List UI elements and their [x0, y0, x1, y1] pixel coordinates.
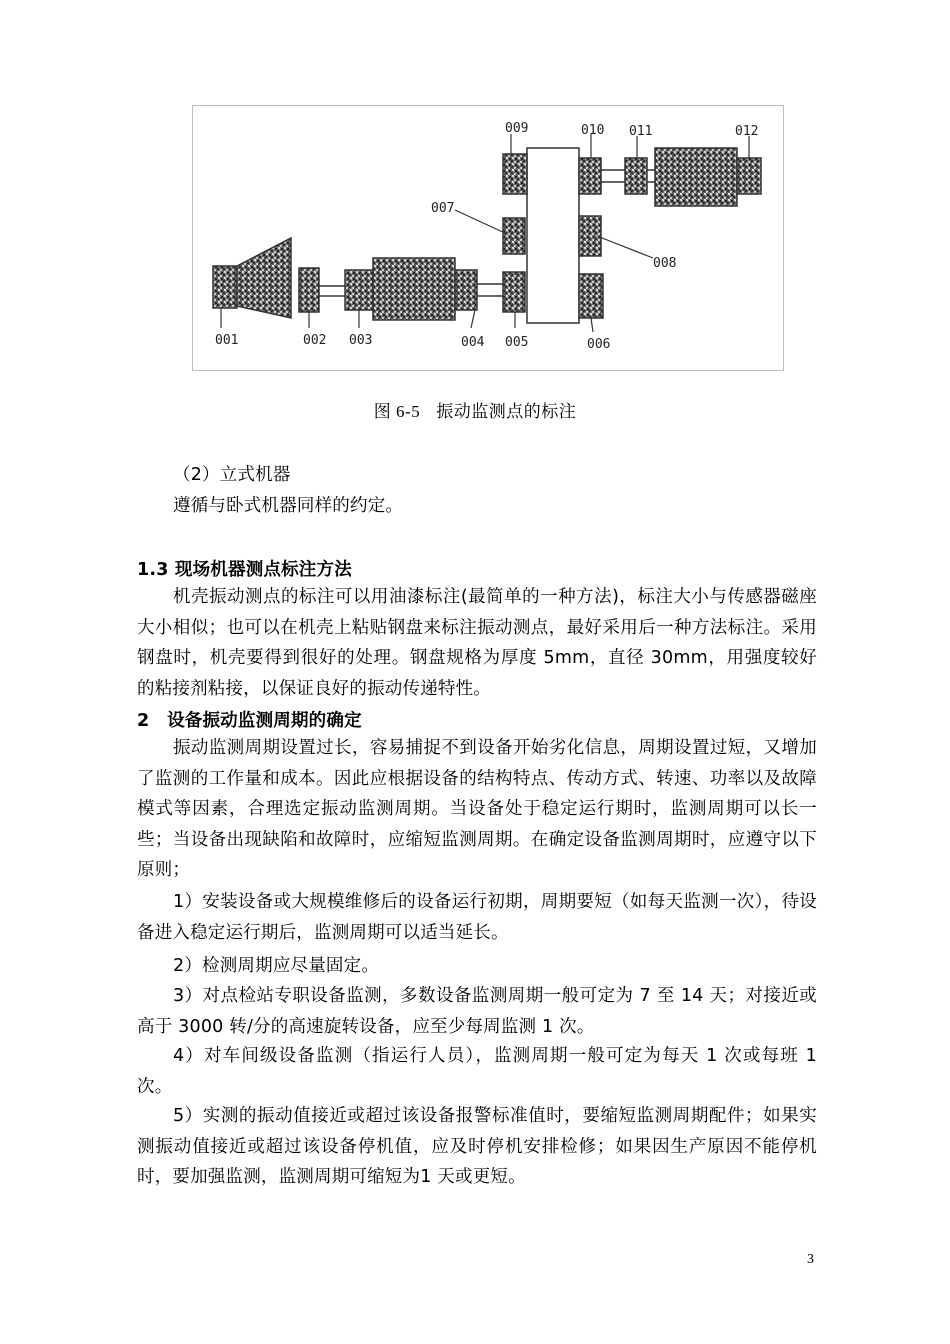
label-003: 003 — [349, 333, 373, 348]
caption-number: 图 6-5 — [373, 402, 421, 421]
bearing-block — [579, 274, 603, 318]
rule-item-3: 3）对点检站专职设备监测，多数设备监测周期一般可定为 7 至 14 天；对接近或高于 3000 转/分的高速旋转设备，应至少每周监测 1 次。 — [137, 986, 817, 1037]
label-006: 006 — [587, 337, 611, 352]
label-007: 007 — [431, 201, 455, 216]
bearing-block — [299, 268, 319, 312]
label-010: 010 — [581, 123, 605, 138]
main-machine — [655, 148, 737, 206]
page-number: 3 — [807, 1252, 814, 1267]
caption-title: 振动监测点的标注 — [436, 402, 577, 422]
rule-item-2: 2）检测周期应尽量固定。 — [173, 956, 380, 976]
figure-vibration-points — [192, 105, 784, 371]
bearing-block — [737, 158, 761, 194]
figure-caption — [0, 397, 950, 422]
bearing-block — [503, 272, 525, 312]
rule-item-4: 4）对车间级设备监测（指运行人员），监测周期一般可定为每天 1 次或每班 1 次。 — [137, 1046, 817, 1097]
label-001: 001 — [215, 333, 239, 348]
label-004: 004 — [461, 335, 485, 350]
rule-item-1: 1）安装设备或大规模维修后的设备运行初期，周期要短（如每天监测一次），待设备进入稳定运行期后，监测周期可以适当延长。 — [137, 892, 817, 943]
label-005: 005 — [505, 335, 529, 350]
label-002: 002 — [303, 333, 327, 348]
motor-block — [213, 266, 237, 308]
section-heading-2: 2 设备振动监测周期的确定 — [137, 711, 362, 731]
bearing-block — [503, 218, 525, 254]
rule-item-5: 5）实测的振动值接近或超过该设备报警标准值时，要缩短监测周期配件；如果实测振动值接近或超过该设备停机值，应及时停机安排检修；如果因生产原因不能停机时，要加强监测，监测周期可缩短为1 天或更短。 — [137, 1106, 817, 1187]
label-011: 011 — [629, 124, 653, 139]
machine-diagram — [193, 106, 783, 370]
bearing-block — [579, 158, 601, 194]
subsection-title-vertical: （2）立式机器 — [173, 465, 291, 485]
bearing-block — [503, 154, 527, 194]
label-009: 009 — [505, 121, 529, 136]
bearing-block — [625, 158, 647, 194]
main-machine — [373, 258, 455, 320]
paragraph-vertical: 遵循与卧式机器同样的约定。 — [173, 496, 404, 516]
fan-cone — [237, 238, 291, 318]
bearing-block — [455, 270, 477, 310]
bearing-block — [345, 270, 373, 310]
paragraph-2-intro: 振动监测周期设置过长，容易捕捉不到设备开始劣化信息，周期设置过短，又增加了监测的工作量和成本。因此应根据设备的结构特点、传动方式、转速、功率以及故障模式等因素，合理选定振动监测周期。当设备处于稳定运行期时，监测周期可以长一些；当设备出现缺陷和故障时，应缩短监测周期。在确定设备监测周期时，应遵守以下原则； — [137, 738, 817, 880]
paragraph-1-3: 机壳振动测点的标注可以用油漆标注(最简单的一种方法)，标注大小与传感器磁座大小相似；也可以在机壳上粘贴钢盘来标注振动测点，最好采用后一种方法标注。采用钢盘时，机壳要得到很好的处理。钢盘规格为厚度 5mm，直径 30mm，用强度较好的粘接剂粘接，以保证良好的振动传递特性。 — [137, 587, 817, 699]
label-008: 008 — [653, 256, 677, 271]
section-heading-1-3: 1.3 现场机器测点标注方法 — [137, 560, 352, 580]
label-012: 012 — [735, 124, 759, 139]
vertical-casing — [527, 148, 579, 323]
